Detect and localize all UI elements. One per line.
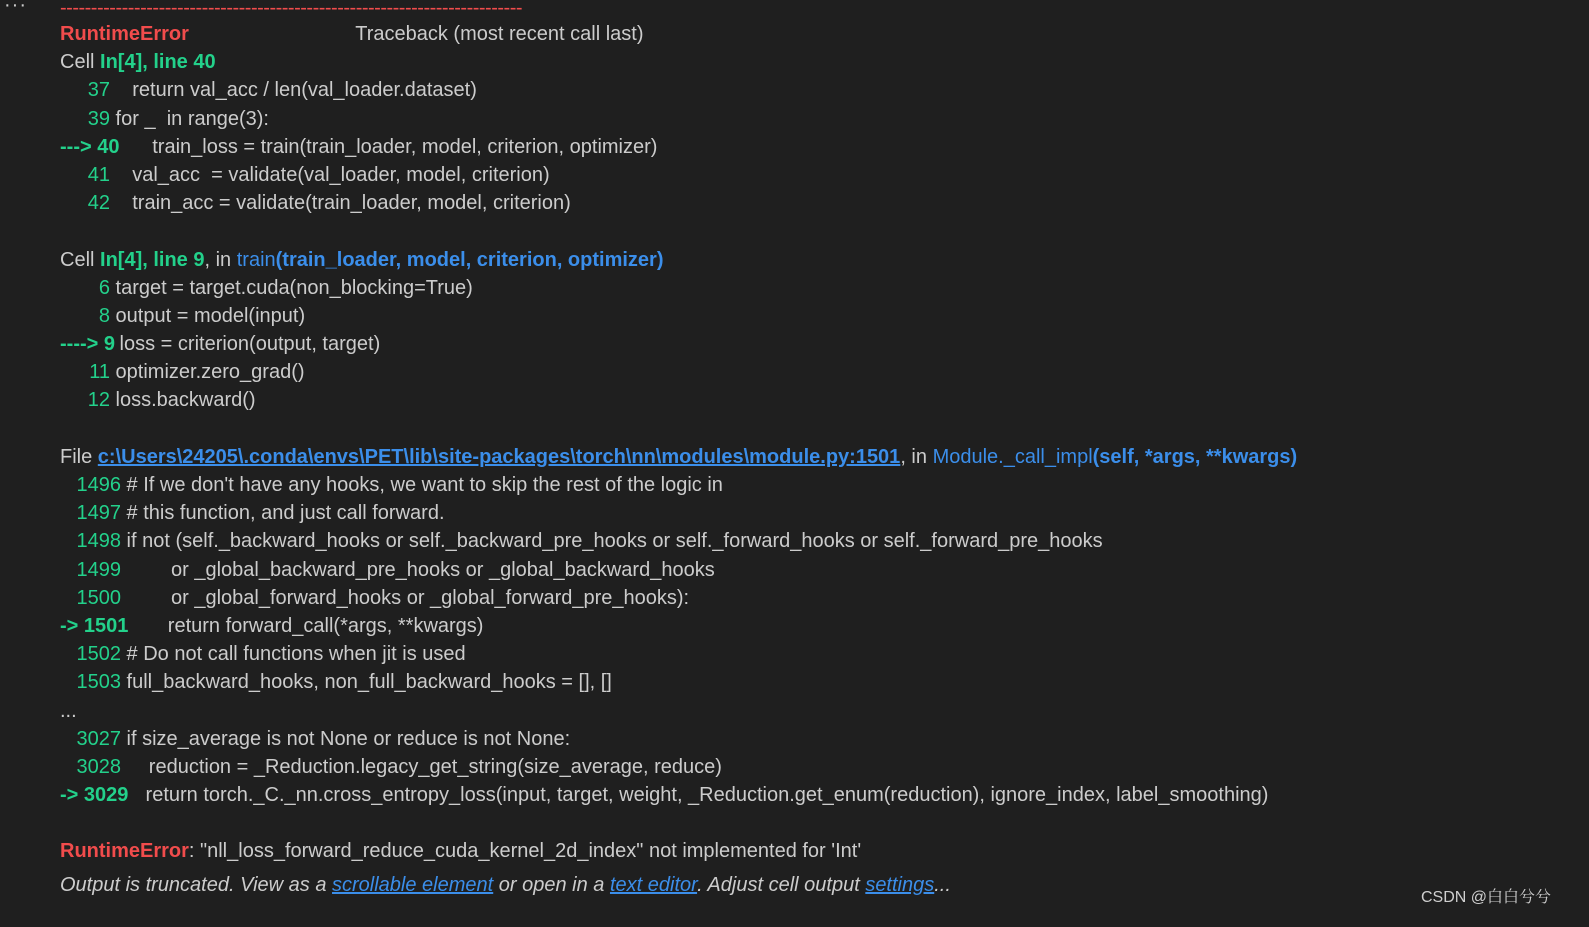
file-path-link[interactable]: c:\Users\24205\.conda\envs\PET\lib\site-packages\torch\nn\modules\module.py:1501 — [97, 445, 901, 468]
cell-prefix: Cell — [60, 51, 101, 74]
function-args: (train_loader, model, criterion, optimizer) — [275, 248, 664, 271]
code-text: train_loss = train(train_loader, model, criterion, optimizer) — [130, 135, 658, 158]
ellipsis: ... — [60, 699, 77, 722]
truncation-text: . Adjust cell output — [697, 873, 866, 896]
line-number: 12 — [87, 389, 110, 412]
code-text: full_backward_hooks, non_full_backward_hooks = [], [] — [121, 671, 612, 694]
current-line-arrow: -> 1501 — [60, 614, 129, 637]
code-line — [60, 725, 1560, 753]
code-line-current — [60, 612, 1560, 640]
function-args: (self, *args, **kwargs) — [1092, 445, 1298, 468]
code-text: optimizer.zero_grad() — [110, 361, 305, 384]
current-line-arrow: ----> 9 — [60, 333, 115, 356]
line-number: 1500 — [76, 586, 121, 609]
code-line — [60, 76, 1560, 104]
function-name: train — [236, 248, 276, 271]
in-text: , in — [900, 445, 933, 468]
cell-prefix: Cell — [60, 248, 101, 271]
scrollable-element-link[interactable]: scrollable element — [332, 873, 494, 896]
line-number: 39 — [87, 107, 110, 130]
traceback-header — [60, 20, 1560, 48]
frame2-header — [60, 246, 1560, 274]
cell-ref: In[4], line 9 — [100, 248, 205, 271]
code-text: return torch._C._nn.cross_entropy_loss(input, target, weight, _Reduction.get_enum(reduction), ignore_index, label_smoothing) — [140, 784, 1269, 807]
code-line — [60, 499, 1560, 527]
line-number: 11 — [89, 361, 110, 384]
line-number: 42 — [87, 192, 110, 215]
line-number: 8 — [98, 304, 110, 327]
line-number: 41 — [87, 163, 110, 186]
more-actions-icon[interactable]: ··· — [4, 0, 27, 16]
code-line — [60, 527, 1560, 555]
frame3-header — [60, 443, 1560, 471]
line-number: 1502 — [76, 643, 121, 666]
current-line-arrow: ---> 40 — [60, 135, 120, 158]
code-line-current — [60, 133, 1560, 161]
code-line — [60, 274, 1560, 302]
code-text: return forward_call(*args, **kwargs) — [140, 614, 484, 637]
truncation-text: ... — [934, 873, 951, 896]
traceback-title: Traceback (most recent call last) — [355, 23, 644, 45]
code-text: output = model(input) — [110, 304, 306, 327]
line-number: 3028 — [76, 755, 121, 778]
code-line — [60, 189, 1560, 217]
line-number: 1498 — [76, 530, 121, 553]
code-text: reduction = _Reduction.legacy_get_string(size_average, reduce) — [121, 755, 722, 778]
blank-line — [60, 217, 1560, 245]
file-prefix: File — [60, 445, 98, 468]
error-message: : "nll_loss_forward_reduce_cuda_kernel_2d_index" not implemented for 'Int' — [188, 840, 862, 863]
code-text: val_acc = validate(val_loader, model, criterion) — [110, 163, 550, 186]
code-text: if not (self._backward_hooks or self._backward_pre_hooks or self._forward_hooks or self._forward_pre_hooks — [121, 530, 1103, 553]
line-number: 1497 — [76, 502, 121, 525]
code-text: train_acc = validate(train_loader, model, criterion) — [110, 192, 571, 215]
code-line — [60, 386, 1560, 414]
code-line-current — [60, 330, 1560, 358]
line-number: 3027 — [76, 727, 121, 750]
code-line — [60, 471, 1560, 499]
code-line — [60, 640, 1560, 668]
error-type: RuntimeError — [60, 840, 189, 863]
code-text: loss.backward() — [110, 389, 256, 412]
code-line — [60, 161, 1560, 189]
function-name: Module._call_impl — [932, 445, 1093, 468]
cell-output — [60, 0, 1560, 900]
code-text: target = target.cuda(non_blocking=True) — [110, 276, 473, 299]
text-editor-link[interactable]: text editor — [609, 873, 698, 896]
line-number: 37 — [87, 79, 110, 102]
line-number: 1503 — [76, 671, 121, 694]
truncation-text: or open in a — [493, 873, 610, 896]
line-number: 1499 — [76, 558, 121, 581]
code-text: # If we don't have any hooks, we want to skip the rest of the logic in — [121, 474, 723, 496]
code-text: for _ in range(3): — [110, 107, 269, 130]
code-line — [60, 358, 1560, 386]
truncation-notice — [60, 870, 1560, 900]
code-text: # this function, and just call forward. — [121, 502, 445, 525]
watermark: CSDN @白白兮兮 — [1420, 889, 1551, 906]
code-text: or _global_forward_hooks or _global_forward_pre_hooks): — [121, 586, 690, 609]
error-type: RuntimeError — [60, 23, 189, 45]
settings-link[interactable]: settings — [865, 873, 935, 896]
code-text: # Do not call functions when jit is used — [121, 643, 466, 666]
cell-ref: In[4], line 40 — [100, 51, 216, 74]
code-text: or _global_backward_pre_hooks or _global_backward_hooks — [121, 558, 715, 581]
in-text: , in — [204, 248, 237, 271]
header-spacing — [189, 23, 355, 45]
code-line — [60, 753, 1560, 781]
frame1-header — [60, 48, 1560, 76]
truncation-text: Output is truncated. View as a — [60, 873, 333, 896]
code-line — [60, 584, 1560, 612]
code-text: if size_average is not None or reduce is not None: — [121, 727, 571, 750]
code-line — [60, 668, 1560, 696]
code-line — [60, 105, 1560, 133]
code-line — [60, 556, 1560, 584]
line-number: 1496 — [76, 474, 121, 496]
code-line — [60, 302, 1560, 330]
blank-line — [60, 415, 1560, 443]
blank-line — [60, 809, 1560, 837]
code-line-current — [60, 781, 1560, 809]
code-text: loss = criterion(output, target) — [114, 333, 381, 356]
final-error — [60, 837, 1560, 865]
code-text: return val_acc / len(val_loader.dataset) — [110, 79, 477, 102]
current-line-arrow: -> 3029 — [60, 784, 129, 807]
line-number: 6 — [98, 276, 110, 299]
traceback-separator: --------------------------------------------------------------------------- — [60, 0, 523, 19]
